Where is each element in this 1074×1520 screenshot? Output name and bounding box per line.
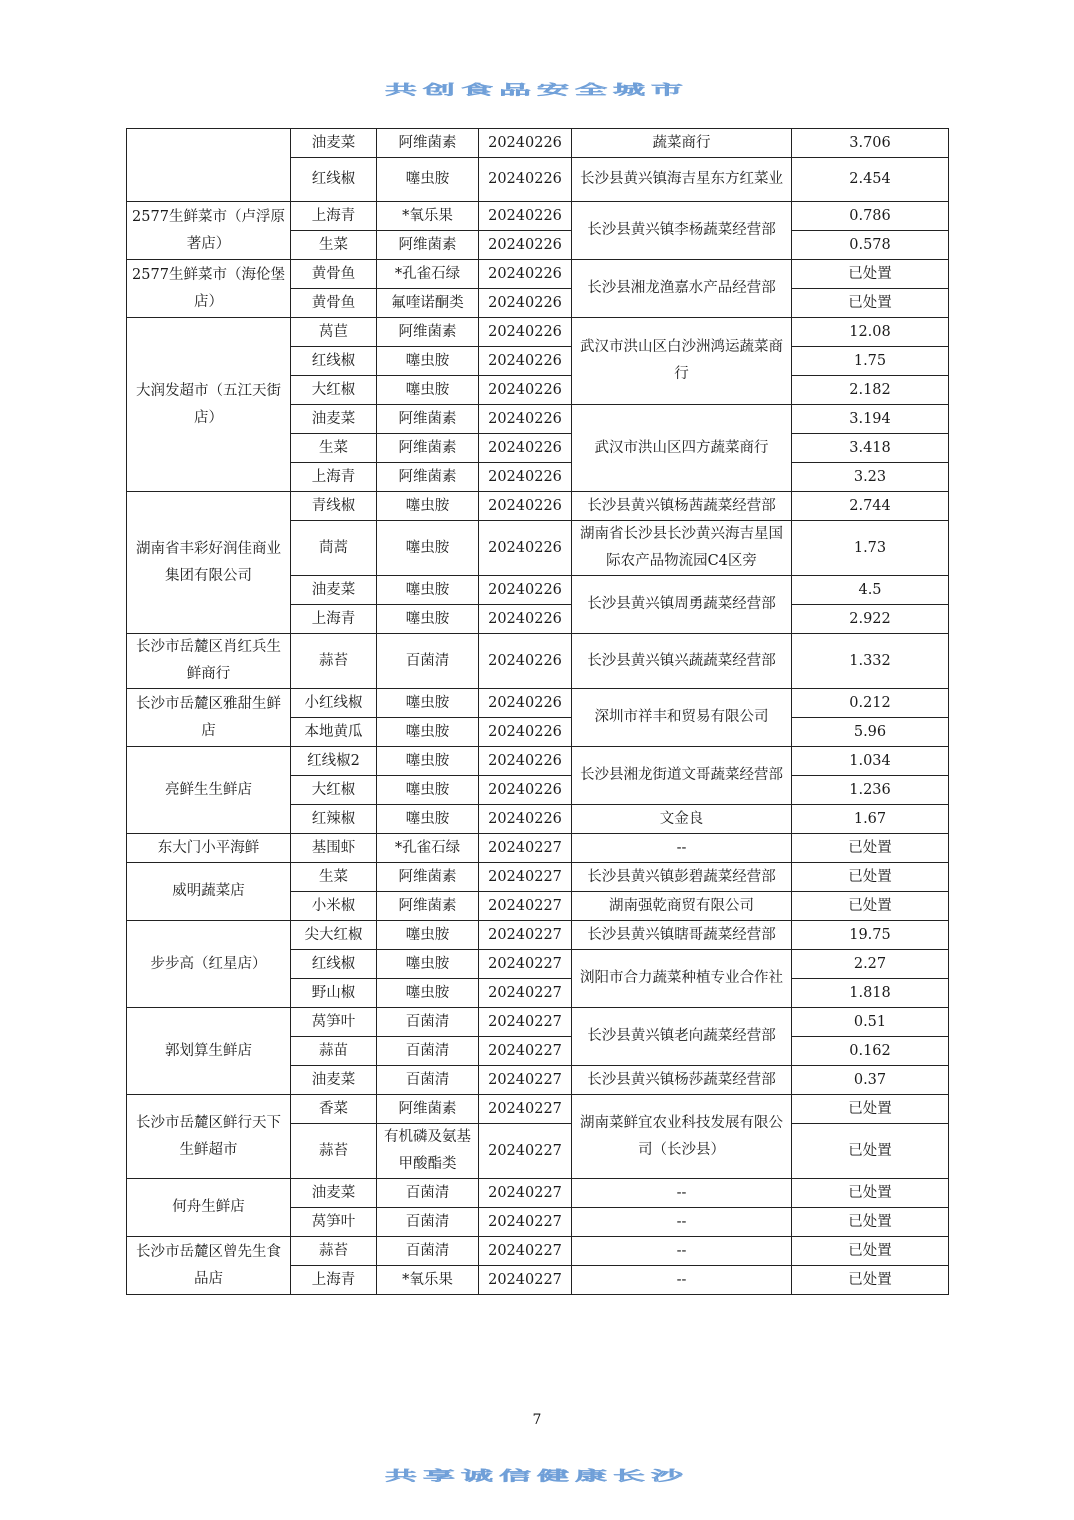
test-item-cell: *氧乐果 [377, 202, 479, 231]
value-cell: 0.578 [792, 231, 949, 260]
date-cell: 20240226 [479, 521, 572, 576]
date-cell: 20240227 [479, 1266, 572, 1295]
table-row [127, 260, 949, 289]
test-item-cell: 噻虫胺 [377, 576, 479, 605]
header-banner: 共创食品安全城市 [384, 81, 689, 98]
value-cell: 1.236 [792, 776, 949, 805]
table-row [127, 634, 949, 689]
date-cell: 20240226 [479, 376, 572, 405]
test-item-cell: 百菌清 [377, 634, 479, 689]
test-item-cell: 百菌清 [377, 1037, 479, 1066]
test-item-cell: 阿维菌素 [377, 1095, 479, 1124]
value-cell: 3.23 [792, 463, 949, 492]
value-cell: 2.454 [792, 158, 949, 202]
value-cell: 0.162 [792, 1037, 949, 1066]
product-cell: 小米椒 [291, 892, 377, 921]
value-cell: 1.818 [792, 979, 949, 1008]
date-cell: 20240226 [479, 289, 572, 318]
supplier-cell: -- [572, 1179, 792, 1208]
supplier-cell: -- [572, 1266, 792, 1295]
table-row [127, 1008, 949, 1037]
date-cell: 20240226 [479, 634, 572, 689]
value-cell: 19.75 [792, 921, 949, 950]
value-cell: 4.5 [792, 576, 949, 605]
product-cell: 红线椒 [291, 347, 377, 376]
test-item-cell: 噻虫胺 [377, 521, 479, 576]
supplier-cell: -- [572, 1208, 792, 1237]
date-cell: 20240226 [479, 260, 572, 289]
date-cell: 20240227 [479, 1179, 572, 1208]
test-item-cell: 噻虫胺 [377, 158, 479, 202]
supplier-cell: -- [572, 834, 792, 863]
page-number: 7 [532, 1412, 542, 1428]
store-cell: 东大门小平海鲜 [127, 834, 291, 863]
date-cell: 20240226 [479, 689, 572, 718]
value-cell: 已处置 [792, 1237, 949, 1266]
date-cell: 20240227 [479, 863, 572, 892]
store-cell: 亮鲜生生鲜店 [127, 747, 291, 834]
table-row [127, 318, 949, 347]
value-cell: 已处置 [792, 892, 949, 921]
value-cell: 3.418 [792, 434, 949, 463]
table-row [127, 202, 949, 231]
product-cell: 青线椒 [291, 492, 377, 521]
value-cell: 0.786 [792, 202, 949, 231]
test-item-cell: 阿维菌素 [377, 231, 479, 260]
store-cell: 长沙市岳麓区曾先生食品店 [127, 1237, 291, 1295]
date-cell: 20240226 [479, 231, 572, 260]
product-cell: 油麦菜 [291, 1066, 377, 1095]
date-cell: 20240227 [479, 834, 572, 863]
supplier-cell: 湖南菜鲜宜农业科技发展有限公司（长沙县） [572, 1095, 792, 1179]
test-item-cell: *孔雀石绿 [377, 260, 479, 289]
product-cell: 蒜苔 [291, 1124, 377, 1179]
date-cell: 20240227 [479, 1008, 572, 1037]
product-cell: 上海青 [291, 605, 377, 634]
product-cell: 大红椒 [291, 376, 377, 405]
date-cell: 20240227 [479, 892, 572, 921]
date-cell: 20240226 [479, 318, 572, 347]
product-cell: 小红线椒 [291, 689, 377, 718]
test-item-cell: 百菌清 [377, 1237, 479, 1266]
test-item-cell: 噻虫胺 [377, 605, 479, 634]
test-item-cell: 噻虫胺 [377, 492, 479, 521]
test-item-cell: 噻虫胺 [377, 689, 479, 718]
value-cell: 12.08 [792, 318, 949, 347]
store-cell: 长沙市岳麓区雅甜生鲜店 [127, 689, 291, 747]
store-cell: 2577生鲜菜市（卢浮原著店） [127, 202, 291, 260]
supplier-cell: 长沙县黄兴镇李杨蔬菜经营部 [572, 202, 792, 260]
date-cell: 20240226 [479, 202, 572, 231]
date-cell: 20240226 [479, 405, 572, 434]
product-cell: 油麦菜 [291, 1179, 377, 1208]
value-cell: 已处置 [792, 834, 949, 863]
value-cell: 3.194 [792, 405, 949, 434]
table-row [127, 1095, 949, 1124]
test-item-cell: 阿维菌素 [377, 863, 479, 892]
store-cell: 长沙市岳麓区鲜行天下生鲜超市 [127, 1095, 291, 1179]
product-cell: 莴笋叶 [291, 1008, 377, 1037]
test-item-cell: 百菌清 [377, 1179, 479, 1208]
table-row [127, 492, 949, 521]
date-cell: 20240226 [479, 158, 572, 202]
test-item-cell: 噻虫胺 [377, 921, 479, 950]
supplier-cell: -- [572, 1237, 792, 1266]
product-cell: 红辣椒 [291, 805, 377, 834]
store-cell: 威明蔬菜店 [127, 863, 291, 921]
supplier-cell: 长沙县黄兴镇杨莎蔬菜经营部 [572, 1066, 792, 1095]
product-cell: 红线椒 [291, 158, 377, 202]
product-cell: 油麦菜 [291, 129, 377, 158]
product-cell: 红线椒 [291, 950, 377, 979]
product-cell: 生菜 [291, 863, 377, 892]
date-cell: 20240227 [479, 921, 572, 950]
date-cell: 20240226 [479, 576, 572, 605]
product-cell: 蒜苔 [291, 1237, 377, 1266]
test-item-cell: 噻虫胺 [377, 950, 479, 979]
supplier-cell: 武汉市洪山区四方蔬菜商行 [572, 405, 792, 492]
date-cell: 20240226 [479, 776, 572, 805]
supplier-cell: 长沙县湘龙渔嘉水产品经营部 [572, 260, 792, 318]
test-item-cell: *氧乐果 [377, 1266, 479, 1295]
product-cell: 黄骨鱼 [291, 289, 377, 318]
value-cell: 已处置 [792, 260, 949, 289]
value-cell: 1.332 [792, 634, 949, 689]
supplier-cell: 长沙县黄兴镇老向蔬菜经营部 [572, 1008, 792, 1066]
supplier-cell: 长沙县黄兴镇彭碧蔬菜经营部 [572, 863, 792, 892]
product-cell: 生菜 [291, 434, 377, 463]
value-cell: 1.67 [792, 805, 949, 834]
store-cell: 何舟生鲜店 [127, 1179, 291, 1237]
date-cell: 20240227 [479, 1124, 572, 1179]
table-row [127, 1237, 949, 1266]
value-cell: 0.51 [792, 1008, 949, 1037]
value-cell: 2.922 [792, 605, 949, 634]
product-cell: 茼蒿 [291, 521, 377, 576]
value-cell: 已处置 [792, 1179, 949, 1208]
store-cell: 2577生鲜菜市（海伦堡店） [127, 260, 291, 318]
value-cell: 已处置 [792, 1266, 949, 1295]
product-cell: 莴苣 [291, 318, 377, 347]
product-cell: 野山椒 [291, 979, 377, 1008]
value-cell: 1.034 [792, 747, 949, 776]
product-cell: 上海青 [291, 463, 377, 492]
product-cell: 油麦菜 [291, 405, 377, 434]
product-cell: 红线椒2 [291, 747, 377, 776]
table-row [127, 689, 949, 718]
date-cell: 20240227 [479, 1208, 572, 1237]
test-item-cell: 阿维菌素 [377, 405, 479, 434]
store-cell: 步步高（红星店） [127, 921, 291, 1008]
store-cell: 大润发超市（五江天街店） [127, 318, 291, 492]
product-cell: 大红椒 [291, 776, 377, 805]
test-item-cell: 阿维菌素 [377, 129, 479, 158]
date-cell: 20240227 [479, 1095, 572, 1124]
supplier-cell: 长沙县黄兴镇海吉星东方红菜业 [572, 158, 792, 202]
table-row [127, 1179, 949, 1208]
table-row [127, 863, 949, 892]
date-cell: 20240226 [479, 747, 572, 776]
date-cell: 20240226 [479, 434, 572, 463]
test-item-cell: 噻虫胺 [377, 979, 479, 1008]
value-cell: 2.744 [792, 492, 949, 521]
date-cell: 20240226 [479, 129, 572, 158]
value-cell: 已处置 [792, 1124, 949, 1179]
supplier-cell: 长沙县黄兴镇瞎哥蔬菜经营部 [572, 921, 792, 950]
supplier-cell: 武汉市洪山区白沙洲鸿运蔬菜商行 [572, 318, 792, 405]
value-cell: 3.706 [792, 129, 949, 158]
value-cell: 已处置 [792, 1208, 949, 1237]
product-cell: 上海青 [291, 1266, 377, 1295]
product-cell: 油麦菜 [291, 576, 377, 605]
product-cell: 香菜 [291, 1095, 377, 1124]
supplier-cell: 文金良 [572, 805, 792, 834]
date-cell: 20240227 [479, 950, 572, 979]
value-cell: 已处置 [792, 289, 949, 318]
date-cell: 20240226 [479, 463, 572, 492]
value-cell: 2.27 [792, 950, 949, 979]
date-cell: 20240226 [479, 605, 572, 634]
table-row [127, 921, 949, 950]
supplier-cell: 长沙县黄兴镇兴蔬蔬菜经营部 [572, 634, 792, 689]
footer-banner: 共享诚信健康长沙 [384, 1467, 689, 1484]
test-item-cell: 阿维菌素 [377, 434, 479, 463]
product-cell: 生菜 [291, 231, 377, 260]
table-row [127, 129, 949, 158]
value-cell: 5.96 [792, 718, 949, 747]
date-cell: 20240226 [479, 718, 572, 747]
date-cell: 20240226 [479, 492, 572, 521]
date-cell: 20240227 [479, 1066, 572, 1095]
test-item-cell: 百菌清 [377, 1066, 479, 1095]
date-cell: 20240227 [479, 1237, 572, 1266]
test-item-cell: 噻虫胺 [377, 718, 479, 747]
test-item-cell: 百菌清 [377, 1008, 479, 1037]
product-cell: 基围虾 [291, 834, 377, 863]
test-item-cell: 噻虫胺 [377, 347, 479, 376]
product-cell: 上海青 [291, 202, 377, 231]
date-cell: 20240227 [479, 1037, 572, 1066]
value-cell: 1.73 [792, 521, 949, 576]
product-cell: 蒜苔 [291, 634, 377, 689]
supplier-cell: 湖南省长沙县长沙黄兴海吉星国际农产品物流园C4区旁 [572, 521, 792, 576]
supplier-cell: 湖南强乾商贸有限公司 [572, 892, 792, 921]
supplier-cell: 浏阳市合力蔬菜种植专业合作社 [572, 950, 792, 1008]
value-cell: 已处置 [792, 863, 949, 892]
value-cell: 0.37 [792, 1066, 949, 1095]
test-item-cell: 氟喹诺酮类 [377, 289, 479, 318]
date-cell: 20240226 [479, 347, 572, 376]
value-cell: 0.212 [792, 689, 949, 718]
test-item-cell: 噻虫胺 [377, 776, 479, 805]
supplier-cell: 长沙县黄兴镇杨茜蔬菜经营部 [572, 492, 792, 521]
value-cell: 已处置 [792, 1095, 949, 1124]
date-cell: 20240226 [479, 805, 572, 834]
test-item-cell: 阿维菌素 [377, 318, 479, 347]
value-cell: 1.75 [792, 347, 949, 376]
table-row [127, 834, 949, 863]
test-item-cell: 噻虫胺 [377, 376, 479, 405]
product-cell: 莴笋叶 [291, 1208, 377, 1237]
test-item-cell: 阿维菌素 [377, 892, 479, 921]
supplier-cell: 蔬菜商行 [572, 129, 792, 158]
test-item-cell: 百菌清 [377, 1208, 479, 1237]
value-cell: 2.182 [792, 376, 949, 405]
test-item-cell: 阿维菌素 [377, 463, 479, 492]
store-cell: 湖南省丰彩好润佳商业集团有限公司 [127, 492, 291, 634]
supplier-cell: 长沙县黄兴镇周勇蔬菜经营部 [572, 576, 792, 634]
product-cell: 尖大红椒 [291, 921, 377, 950]
test-item-cell: 有机磷及氨基甲酸酯类 [377, 1124, 479, 1179]
store-cell: 长沙市岳麓区肖红兵生鲜商行 [127, 634, 291, 689]
date-cell: 20240227 [479, 979, 572, 1008]
product-cell: 本地黄瓜 [291, 718, 377, 747]
table-row [127, 747, 949, 776]
test-item-cell: *孔雀石绿 [377, 834, 479, 863]
product-cell: 蒜苗 [291, 1037, 377, 1066]
store-cell: 郭划算生鲜店 [127, 1008, 291, 1095]
test-item-cell: 噻虫胺 [377, 805, 479, 834]
store-cell [127, 129, 291, 202]
product-cell: 黄骨鱼 [291, 260, 377, 289]
supplier-cell: 长沙县湘龙街道文哥蔬菜经营部 [572, 747, 792, 805]
inspection-table [126, 128, 949, 1295]
test-item-cell: 噻虫胺 [377, 747, 479, 776]
supplier-cell: 深圳市祥丰和贸易有限公司 [572, 689, 792, 747]
